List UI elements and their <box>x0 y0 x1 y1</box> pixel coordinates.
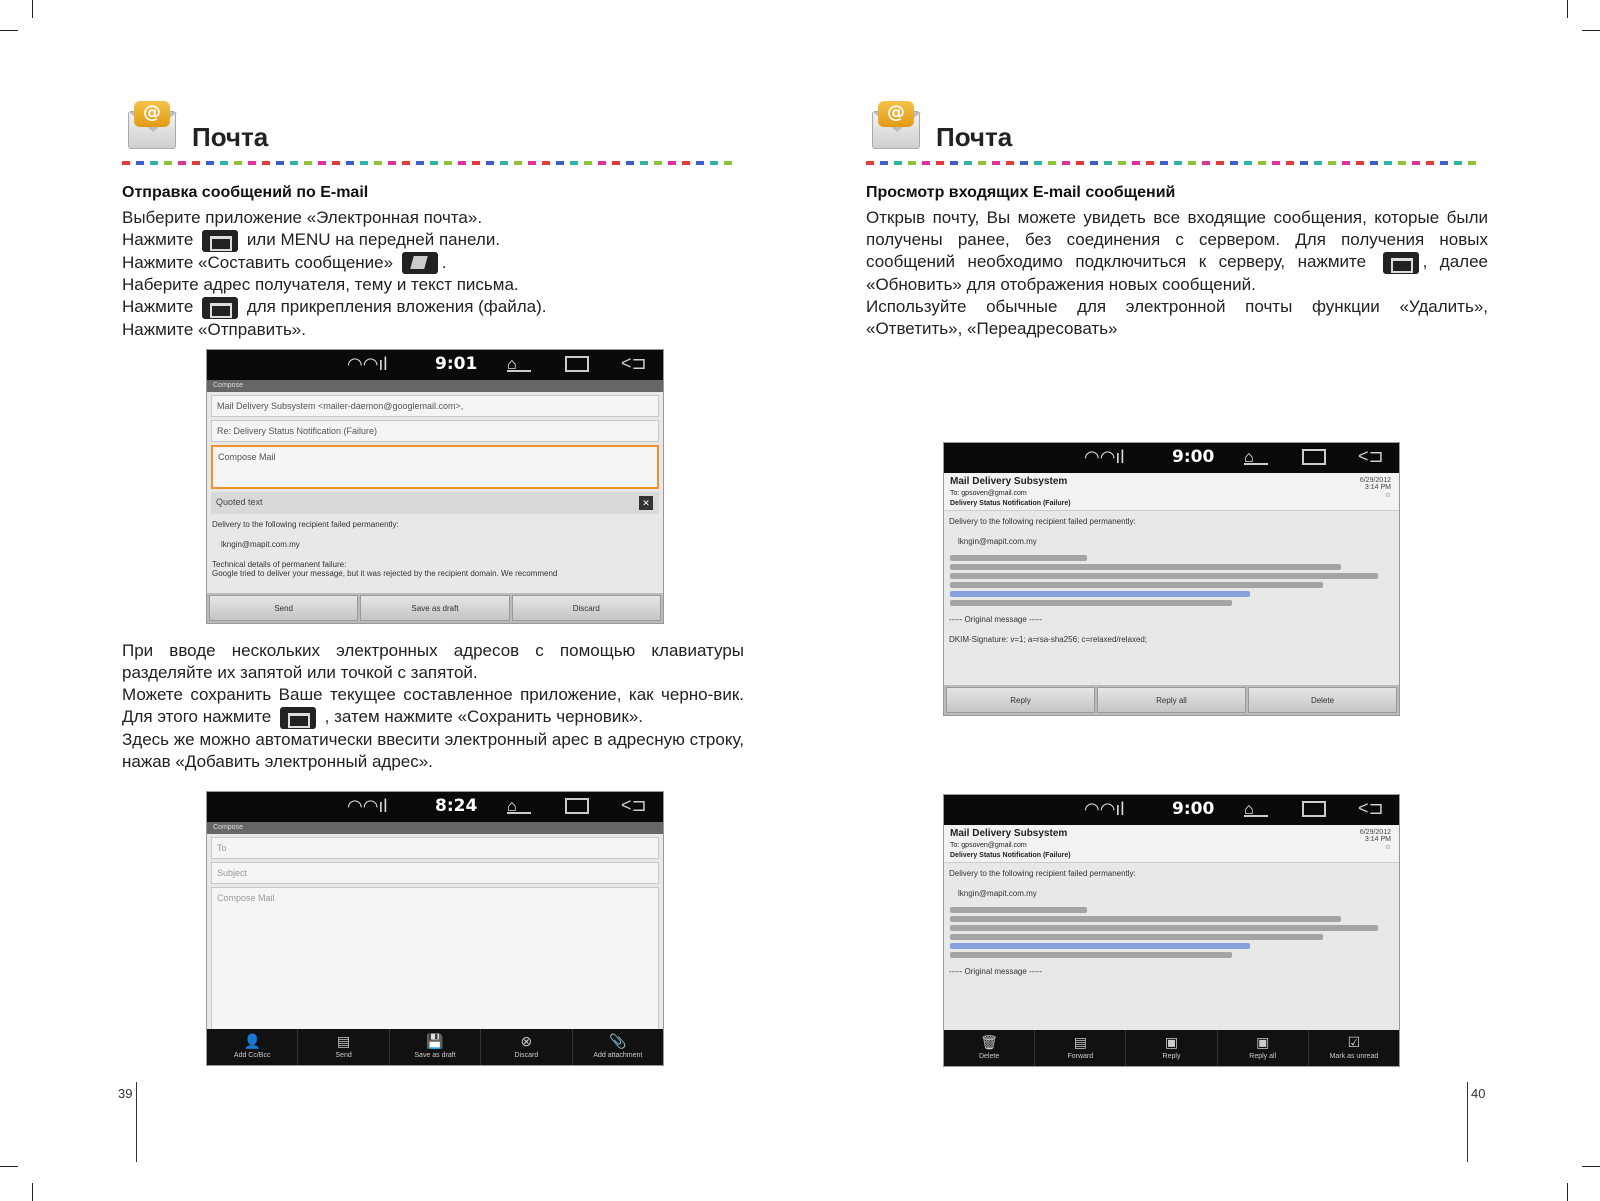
blurred-details <box>944 907 1399 958</box>
reply-icon: ▣ <box>1164 1034 1179 1050</box>
send-icon: ▤ <box>336 1033 351 1049</box>
discard-button[interactable]: Discard <box>512 595 661 621</box>
reply-all-button[interactable]: Reply all <box>1097 687 1246 713</box>
home-icon[interactable]: ⌂ <box>1244 449 1268 465</box>
mark-unread-icon: ☑ <box>1347 1034 1361 1050</box>
left-para2 <box>122 640 744 773</box>
recent-apps-icon[interactable] <box>1302 449 1326 465</box>
save-icon: 💾 <box>426 1033 444 1049</box>
recent-apps-icon[interactable] <box>565 798 589 814</box>
send-button[interactable]: ▤ Send <box>298 1029 389 1065</box>
step-3: Нажмите «Составить сообщение» . <box>122 252 762 275</box>
body-line: lkngin@mapit.com.my <box>221 540 300 549</box>
body-line: Google tried to deliver your message, but it was rejected by the recipient domain. We recommend <box>212 569 558 578</box>
status-bar <box>207 792 663 822</box>
recipient: To: gpsoven@gmail.com <box>950 842 1027 849</box>
quoted-text-bar: Quoted text ✕ <box>211 492 659 514</box>
delete-button[interactable]: Delete <box>1248 687 1397 713</box>
step-2: Нажмите или MENU на передней панели. <box>122 229 762 252</box>
crop-mark <box>1582 1166 1600 1167</box>
compose-reply-screenshot <box>206 349 664 624</box>
menu-icon <box>1383 252 1419 274</box>
body-line: Delivery to the following recipient failed permanently: <box>949 517 1136 526</box>
reply-all-button[interactable]: ▣ Reply all <box>1218 1030 1309 1066</box>
discard-button[interactable]: ⊗ Discard <box>481 1029 572 1065</box>
right-subtitle: Просмотр входящих E-mail сообщений <box>866 184 1176 201</box>
subject-field[interactable]: Re: Delivery Status Notification (Failure) <box>211 420 659 442</box>
save-draft-button[interactable]: 💾 Save as draft <box>390 1029 481 1065</box>
body-line: lkngin@mapit.com.my <box>958 889 1037 898</box>
compose-new-screenshot <box>206 791 664 1066</box>
save-draft-button[interactable]: Save as draft <box>360 595 509 621</box>
paperclip-icon: 📎 <box>609 1033 627 1049</box>
crop-mark <box>0 30 18 31</box>
left-divider <box>122 161 734 165</box>
step-6: Нажмите «Отправить». <box>122 319 306 339</box>
left-header-title: Почта <box>192 122 269 152</box>
add-attachment-button[interactable]: 📎 Add attachment <box>573 1029 663 1065</box>
crop-mark <box>32 0 33 18</box>
mail-icon: @ <box>126 101 178 153</box>
body-line: lkngin@mapit.com.my <box>958 537 1037 546</box>
to-field[interactable]: Mail Delivery Subsystem <mailer-daemon@googlemail.com>, <box>211 395 659 417</box>
left-subtitle: Отправка сообщений по E-mail <box>122 184 369 201</box>
subject-field[interactable]: Subject <box>211 862 659 884</box>
recent-apps-icon[interactable] <box>1302 801 1326 817</box>
right-header <box>870 100 1012 153</box>
home-icon[interactable]: ⌂ <box>507 356 531 372</box>
page-number: 39 <box>118 1086 133 1101</box>
action-buttons <box>944 685 1399 715</box>
left-header <box>126 100 268 153</box>
back-icon[interactable]: <⊐ <box>621 795 647 815</box>
close-icon[interactable]: ✕ <box>639 496 653 510</box>
original-message: ----- Original message ----- <box>949 615 1043 624</box>
para-line: Используйте обычные для электронной почты функции «Удалить», «Ответить», «Переадресовать» <box>866 296 1488 338</box>
add-person-icon: 👤 <box>243 1033 261 1049</box>
blurred-details <box>944 555 1399 606</box>
right-divider <box>866 161 1478 165</box>
add-cc-bcc-button[interactable]: 👤 Add Cc/Bcc <box>207 1029 298 1065</box>
body-line: Technical details of permanent failure: <box>212 560 347 569</box>
page-number-rule <box>136 1082 137 1162</box>
recipient: To: gpsoven@gmail.com <box>950 490 1027 497</box>
forward-button[interactable]: ▤ Forward <box>1035 1030 1126 1066</box>
para-line: При вводе нескольких электронных адресов с помощью клавиатуры разделяйте их запятой или точкой с запятой. <box>122 641 744 682</box>
action-buttons <box>207 593 663 623</box>
crop-mark <box>1567 1183 1568 1201</box>
home-icon[interactable]: ⌂ <box>507 798 531 814</box>
home-icon[interactable]: ⌂ <box>1244 801 1268 817</box>
status-time: 9:00 <box>1172 799 1215 819</box>
menu-icon <box>202 297 238 319</box>
status-bar <box>207 350 663 380</box>
forward-icon: ▤ <box>1073 1034 1087 1050</box>
wifi-icon: ◠◠ıl <box>1084 447 1125 467</box>
crop-mark <box>32 1183 33 1201</box>
message-header <box>944 825 1399 863</box>
message-date: 6/29/2012 3:14 PM ☆ <box>1359 477 1391 499</box>
body-line: Delivery to the following recipient failed permanently: <box>949 869 1136 878</box>
page-number-rule <box>1467 1082 1468 1162</box>
para-line: Открыв почту, Вы можете увидеть все входящие сообщения, которые были получены ранее, без соединения с сервером. Для получения новых сообщений необходимо подключиться к серверу, нажмите , далее «Обновить» для отображения новых сообщений. <box>866 208 1488 294</box>
status-bar <box>944 795 1399 825</box>
message-date: 6/29/2012 3:14 PM ☆ <box>1359 829 1391 851</box>
compose-icon <box>402 252 438 274</box>
menu-icon <box>280 707 316 729</box>
back-icon[interactable]: <⊐ <box>621 353 647 373</box>
step-5: Нажмите для прикрепления вложения (файла). <box>122 296 762 319</box>
reply-button[interactable]: Reply <box>946 687 1095 713</box>
message-subject: Delivery Status Notification (Failure) <box>950 500 1071 507</box>
reply-button[interactable]: ▣ Reply <box>1126 1030 1217 1066</box>
step-4: Наберите адрес получателя, тему и текст письма. <box>122 275 519 295</box>
compose-mail-field[interactable]: Compose Mail <box>211 445 659 489</box>
mark-unread-button[interactable]: ☑ Mark as unread <box>1309 1030 1399 1066</box>
back-icon[interactable]: <⊐ <box>1358 446 1384 466</box>
original-message: ----- Original message ----- <box>949 967 1043 976</box>
menu-icon <box>202 230 238 252</box>
compose-title: Compose <box>207 380 663 392</box>
page-number: 40 <box>1471 1086 1486 1101</box>
star-icon[interactable]: ☆ <box>1384 492 1391 499</box>
para-line: Здесь же можно автоматически ввесити электронный арес в адресную строку, нажав «Добавить электронный адрес». <box>122 729 744 771</box>
status-bar <box>944 443 1399 473</box>
compose-title: Compose <box>207 822 663 834</box>
step-1: Выберите приложение «Электронная почта». <box>122 208 483 227</box>
dkim-line: DKIM-Signature: v=1; a=rsa-sha256; c=relaxed/relaxed; <box>949 635 1148 644</box>
sender-name: Mail Delivery Subsystem <box>950 828 1068 839</box>
bottom-toolbar <box>944 1030 1399 1066</box>
recent-apps-icon[interactable] <box>565 356 589 372</box>
send-button[interactable]: Send <box>209 595 358 621</box>
body-line: Delivery to the following recipient failed permanently: <box>212 520 399 529</box>
compose-mail-field[interactable]: Compose Mail <box>211 887 659 1037</box>
message-header <box>944 473 1399 511</box>
crop-mark <box>1567 0 1568 18</box>
trash-icon: 🗑 <box>980 1034 998 1050</box>
status-time: 9:00 <box>1172 447 1215 467</box>
inbox-message-toolbar-screenshot <box>943 794 1400 1067</box>
inbox-message-screenshot <box>943 442 1400 716</box>
crop-mark <box>0 1166 18 1167</box>
to-field[interactable]: To <box>211 837 659 859</box>
sender-name: Mail Delivery Subsystem <box>950 476 1068 487</box>
wifi-icon: ◠◠ıl <box>1084 799 1125 819</box>
right-text <box>866 207 1488 340</box>
discard-icon: ⊗ <box>520 1033 533 1049</box>
status-time: 8:24 <box>435 796 478 816</box>
mail-icon: @ <box>870 101 922 153</box>
message-subject: Delivery Status Notification (Failure) <box>950 852 1071 859</box>
left-steps <box>122 207 762 341</box>
status-time: 9:01 <box>435 354 478 374</box>
bottom-toolbar <box>207 1029 663 1065</box>
star-icon[interactable]: ☆ <box>1384 844 1391 851</box>
crop-mark <box>1582 30 1600 31</box>
reply-all-icon: ▣ <box>1256 1034 1270 1050</box>
right-header-title: Почта <box>936 122 1013 152</box>
para-line: Можете сохранить Ваше текущее составленное приложение, как черно-вик. Для этого нажмите , затем нажмите «Сохранить черновик». <box>122 684 744 729</box>
wifi-icon: ◠◠ıl <box>347 354 388 374</box>
back-icon[interactable]: <⊐ <box>1358 798 1384 818</box>
delete-button[interactable]: 🗑 Delete <box>944 1030 1035 1066</box>
wifi-icon: ◠◠ıl <box>347 796 388 816</box>
